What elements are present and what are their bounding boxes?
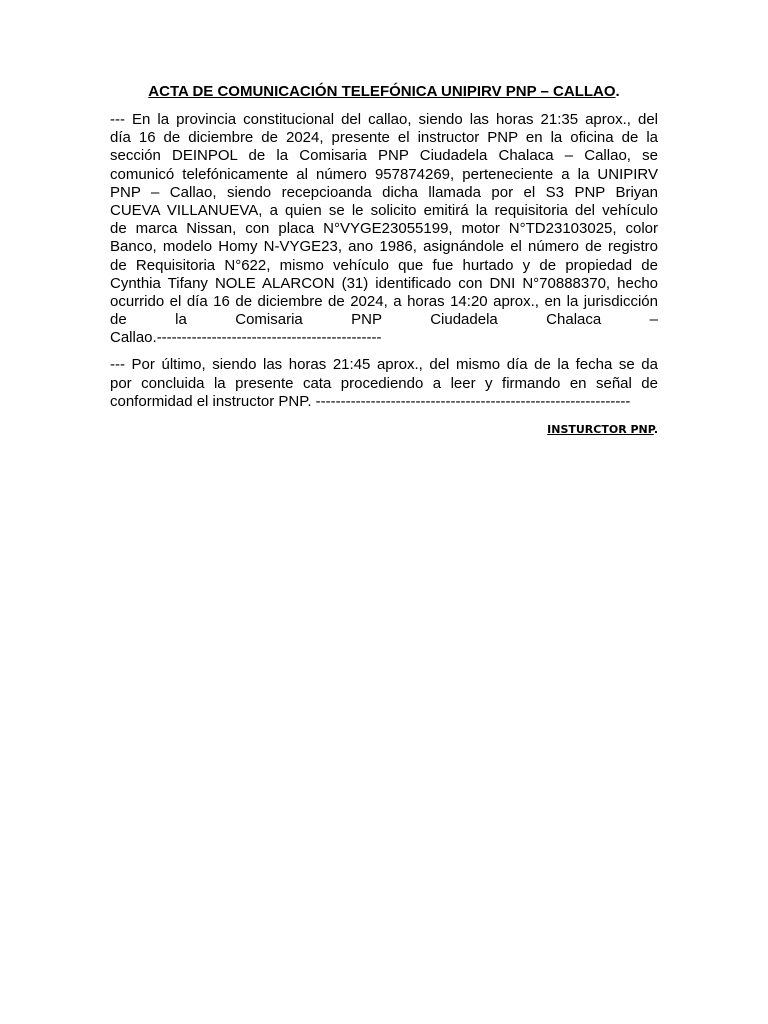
paragraph-2-line: --- Por último, siendo las horas 21:45 aprox., del mismo día de la fecha se da xyxy=(110,356,658,374)
paragraph-1-line: --- En la provincia constitucional del callao, siendo las horas 21:35 aprox., del xyxy=(110,111,658,128)
paragraph-1-line: ocurrido el día 16 de diciembre de 2024, a horas 14:20 aprox., en la jurisdicción xyxy=(110,292,658,310)
document-title xyxy=(110,82,658,102)
signature-suffix: . xyxy=(653,423,658,437)
paragraph-1-line: Cynthia Tifany NOLE ALARCON (31) identificado con DNI N°70888370, hecho xyxy=(110,274,658,292)
paragraph-1-line: día 16 de diciembre de 2024, presente el instructor PNP en la oficina de la xyxy=(110,129,658,147)
paragraph-1-line: comunicó telefónicamente al número 957874269, perteneciente a la UNIPIRV xyxy=(110,165,658,183)
document-title-suffix: . xyxy=(615,83,620,100)
paragraph-1-line: CUEVA VILLANUEVA, a quien se le solicito emitirá la requisitoria del vehículo xyxy=(110,201,658,219)
paragraph-1 xyxy=(110,111,658,347)
paragraph-2 xyxy=(110,356,658,411)
paragraph-2-line-last: conformidad el instructor PNP. --------------------------------------------------------------- xyxy=(110,392,631,410)
paragraph-1-line: sección DEINPOL de la Comisaria PNP Ciudadela Chalaca – Callao, se xyxy=(110,147,658,165)
paragraph-1-line: de la Comisaria PNP Ciudadela Chalaca – xyxy=(110,311,658,329)
document-page xyxy=(110,82,658,437)
paragraph-1-line: Banco, modelo Homy N-VYGE23, ano 1986, asignándole el número de registro xyxy=(110,238,658,256)
paragraph-1-line: de Requisitoria N°622, mismo vehículo que fue hurtado y de propiedad de xyxy=(110,256,658,274)
paragraph-2-line: por concluida la presente cata procediendo a leer y firmando en señal de xyxy=(110,374,658,392)
paragraph-1-line: PNP – Callao, siendo recepcioanda dicha llamada por el S3 PNP Briyan xyxy=(110,183,658,201)
paragraph-1-line: de marca Nissan, con placa N°VYGE23055199, motor N°TD23103025, color xyxy=(110,220,658,238)
signature-block xyxy=(110,423,658,437)
signature-text: INSTURCTOR PNP xyxy=(547,423,654,437)
paragraph-1-line-last: Callao.--------------------------------------------- xyxy=(110,329,382,347)
document-title-text: ACTA DE COMUNICACIÓN TELEFÓNICA UNIPIRV PNP – CALLAO xyxy=(148,83,616,100)
